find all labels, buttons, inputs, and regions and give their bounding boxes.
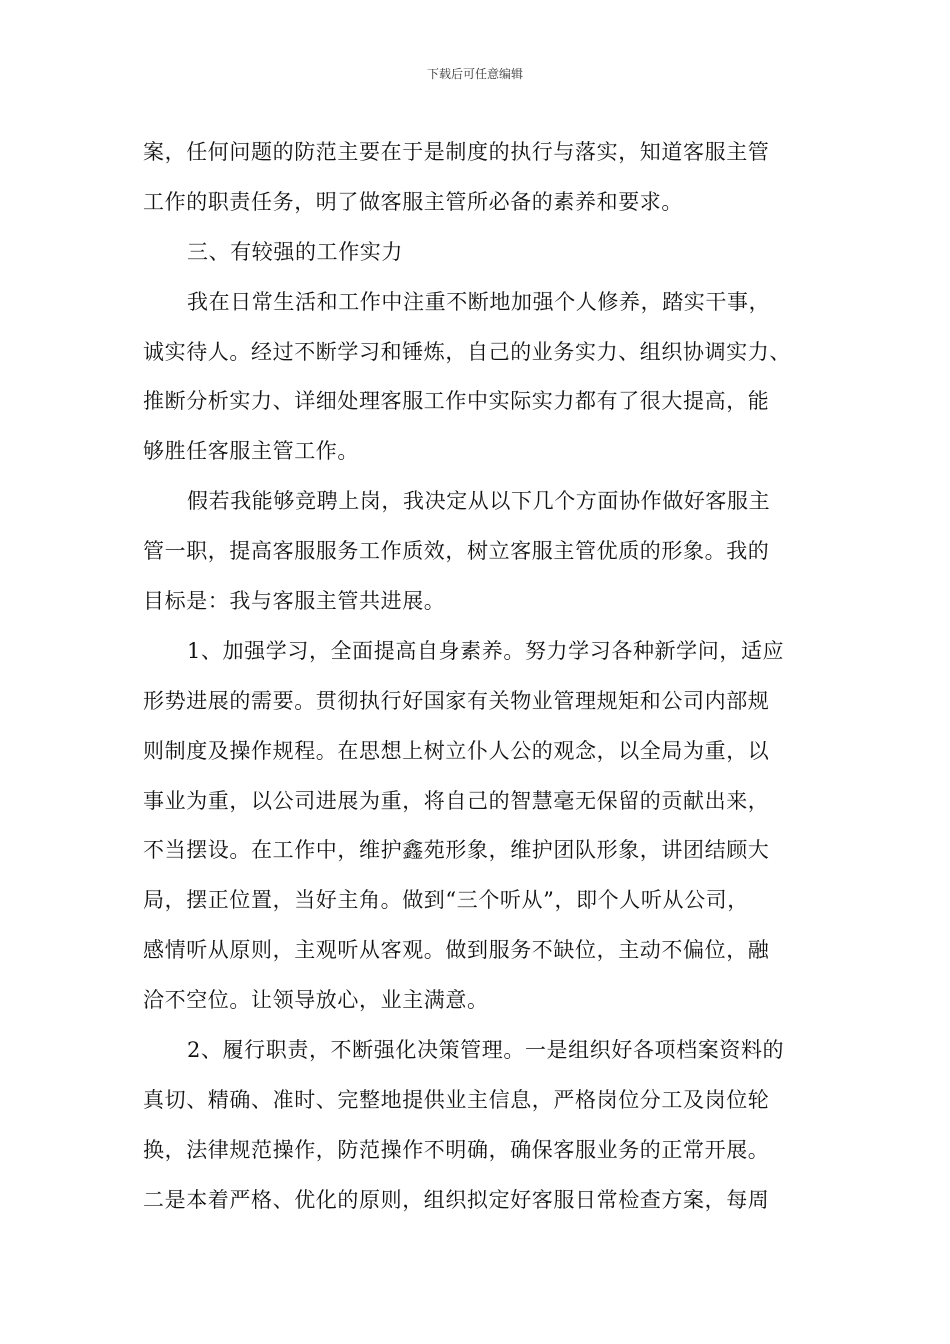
text-line: 假若我能够竞聘上岗，我决定从以下几个方面协作做好客服主 — [187, 489, 771, 514]
text-line: 我在日常生活和工作中注重不断地加强个人修养，踏实干事， — [187, 289, 771, 314]
text-line: 管一职，提高客服服务工作质效，树立客服主管优质的形象。我的 — [143, 539, 770, 564]
text-line: 真切、精确、准时、完整地提供业主信息，严格岗位分工及岗位轮 — [143, 1087, 770, 1112]
text-line: 案，任何问题的防范主要在于是制度的执行与落实，知道客服主管 — [143, 140, 770, 164]
text-line: 二是本着严格、优化的原则，组织拟定好客服日常检查方案，每周 — [143, 1187, 770, 1212]
document-body — [143, 128, 811, 1226]
text-line: 够胜任客服主管工作。 — [143, 439, 359, 464]
text-line: 诚实待人。经过不断学习和锤炼，自己的业务实力、组织协调实力、 — [143, 339, 791, 364]
section-heading: 三、有较强的工作实力 — [187, 239, 403, 264]
text-line: 感情听从原则，主观听从客观。做到服务不缺位，主动不偏位，融 — [143, 938, 770, 963]
text-line: 目标是：我与客服主管共进展。 — [143, 589, 446, 614]
text-line: 洽不空位。让领导放心，业主满意。 — [143, 988, 489, 1013]
text-line: 不当摆设。在工作中，维护鑫苑形象，维护团队形象，讲团结顾大 — [143, 838, 770, 863]
text-line: 2、履行职责，不断强化决策管理。一是组织好各项档案资料的 — [187, 1038, 785, 1063]
text-line: 换，法律规范操作，防范操作不明确，确保客服业务的正常开展。 — [143, 1137, 770, 1162]
text-line: 事业为重，以公司进展为重，将自己的智慧毫无保留的贡献出来， — [143, 788, 770, 813]
text-line: 推断分析实力、详细处理客服工作中实际实力都有了很大提高，能 — [143, 389, 770, 414]
text-line: 则制度及操作规程。在思想上树立仆人公的观念，以全局为重，以 — [143, 738, 770, 763]
text-line: 工作的职责任务，明了做客服主管所必备的素养和要求。 — [143, 189, 683, 214]
page-header: 下载后可任意编辑 — [426, 67, 523, 81]
text-line: 1、加强学习，全面提高自身素养。努力学习各种新学问，适应 — [187, 638, 785, 663]
text-line: 局，摆正位置，当好主角。做到“三个听从”，即个人听从公司， — [143, 888, 749, 913]
text-line: 形势进展的需要。贯彻执行好国家有关物业管理规矩和公司内部规 — [143, 688, 770, 713]
